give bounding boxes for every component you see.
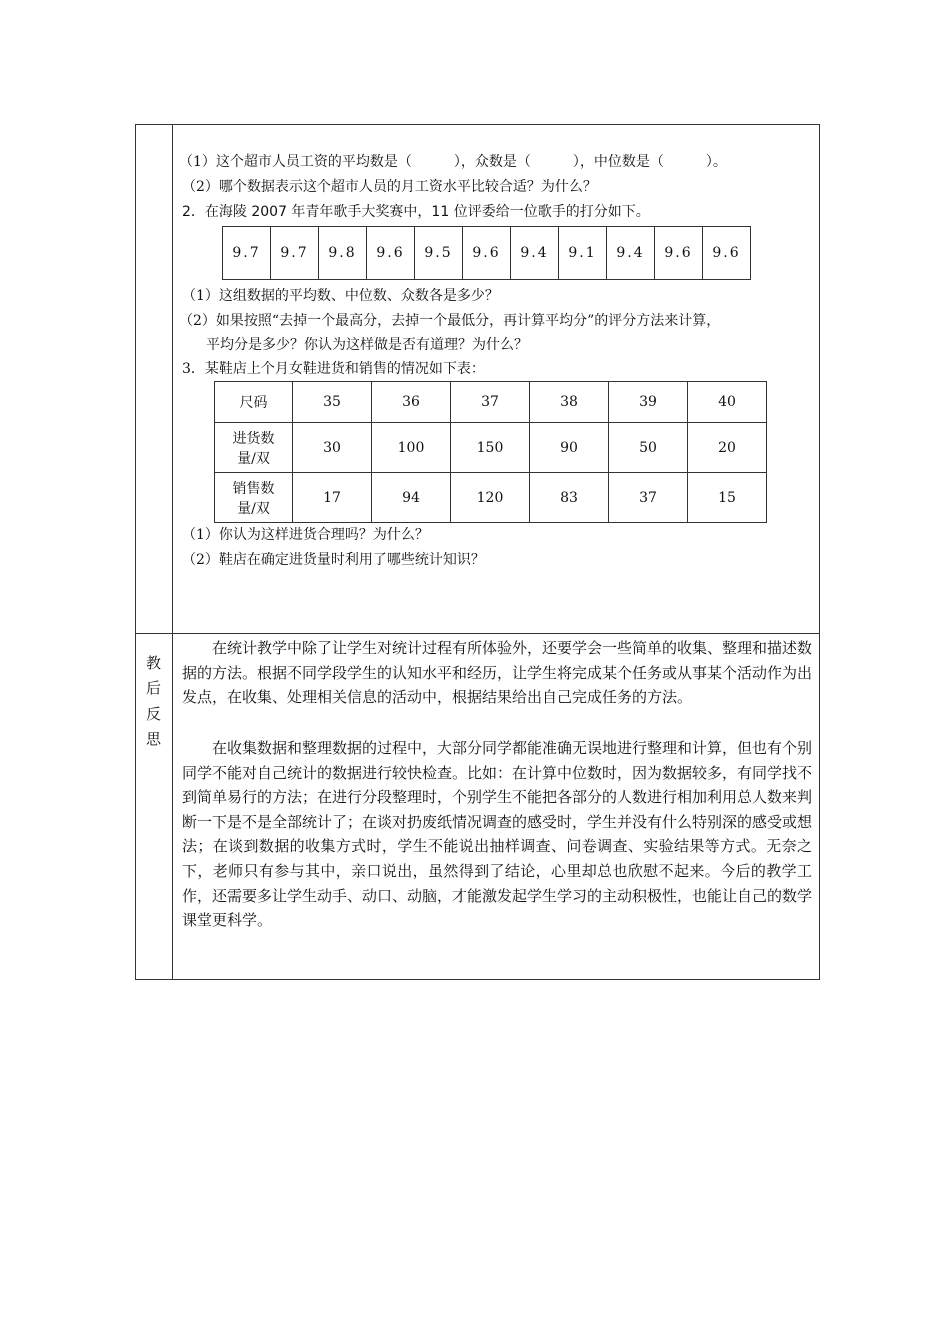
q1-sub2: （2）哪个数据表示这个超市人员的月工资水平比较合适？为什么？ [182,179,597,195]
score-cell: 9.4 [511,227,559,280]
size-header: 尺码 [215,382,293,423]
q2-title: 2．在海陵 2007 年青年歌手大奖赛中，11 位评委给一位歌手的打分如下。 [182,204,650,220]
stock-row [215,423,767,473]
sales-header-line1: 销售数 [232,480,275,497]
stock-header-line1: 进货数 [232,430,275,447]
reflection-paragraph-1: 在统计教学中除了让学生对统计过程有所体验外，还要学会一些简单的收集、整理和描述数据的方法。根据不同学段学生的认知水平和经历，让学生将完成某个任务或从事某个活动作为出发点，在收集、处理相关信息的活动中，根据结果给出自己完成任务的方法。 [182,639,813,707]
score-cell: 9.1 [559,227,607,280]
score-cell: 9.6 [655,227,703,280]
sales-cell: 94 [372,473,451,523]
score-cell: 9.7 [271,227,319,280]
shoe-sales-table [214,381,767,523]
stock-cell: 20 [688,423,767,473]
sales-row [215,473,767,523]
q2-sub2-line1: （2）如果按照“去掉一个最高分，去掉一个最低分，再计算平均分”的评分方法来计算， [179,313,721,329]
reflection-paragraph-2: 在收集数据和整理数据的过程中，大部分同学都能准确无误地进行整理和计算，但也有个别同学不能对自己统计的数据进行较快检查。比如：在计算中位数时，因为数据较多，有同学找不到简单易行的方法；在进行分段整理时，个别学生不能把各部分的人数进行相加利用总人数来判断一下是不是全部统计了；在谈对扔废纸情况调查的感受时，学生并没有什么特别深的感受或想法；在谈到数据的收集方式时，学生不能说出抽样调查、问卷调查、实验结果等方式。无奈之下，老师只有参与其中，亲口说出，虽然得到了结论，心里却总也欣慰不起来。今后的教学工作，还需要多让学生动手、动口、动脑，才能激发起学生学习的主动积极性，也能让自己的数学课堂更科学。 [182,739,813,930]
size-cell: 36 [372,382,451,423]
size-cell: 35 [293,382,372,423]
sales-cell: 15 [688,473,767,523]
size-cell: 39 [609,382,688,423]
reflection-label-char: 后 [145,679,161,697]
score-cell: 9.6 [703,227,751,280]
reflection-label-char: 思 [145,730,161,748]
size-cell: 37 [451,382,530,423]
q2-sub1: （1）这组数据的平均数、中位数、众数各是多少？ [182,288,499,304]
scores-row [223,227,751,280]
stock-cell: 50 [609,423,688,473]
q3-title: 3．某鞋店上个月女鞋进货和销售的情况如下表： [182,361,485,377]
q3-sub1: （1）你认为这样进货合理吗？为什么？ [182,527,429,543]
q2-sub2-line2: 平均分是多少？你认为这样做是否有道理？为什么？ [206,337,528,353]
sales-cell: 120 [451,473,530,523]
stock-header [215,423,293,473]
stock-cell: 90 [530,423,609,473]
q3-sub2: （2）鞋店在确定进货量时利用了哪些统计知识？ [182,552,485,568]
scores-table [222,226,751,280]
sales-cell: 83 [530,473,609,523]
stock-cell: 100 [372,423,451,473]
score-cell: 9.4 [607,227,655,280]
score-cell: 9.6 [367,227,415,280]
q1-sub1: （1）这个超市人员工资的平均数是（ ），众数是（ ），中位数是（ ）。 [179,154,727,170]
sales-cell: 37 [609,473,688,523]
sales-header-line2: 量/双 [237,500,270,517]
size-row [215,382,767,423]
reflection-label-char: 教 [145,654,161,672]
stock-cell: 150 [451,423,530,473]
score-cell: 9.8 [319,227,367,280]
sales-header [215,473,293,523]
score-cell: 9.6 [463,227,511,280]
stock-cell: 30 [293,423,372,473]
score-cell: 9.5 [415,227,463,280]
column-divider [172,125,173,979]
size-cell: 40 [688,382,767,423]
sales-cell: 17 [293,473,372,523]
size-cell: 38 [530,382,609,423]
stock-header-line2: 量/双 [237,450,270,467]
row-divider [136,633,819,634]
score-cell: 9.7 [223,227,271,280]
reflection-label-char: 反 [145,705,161,723]
